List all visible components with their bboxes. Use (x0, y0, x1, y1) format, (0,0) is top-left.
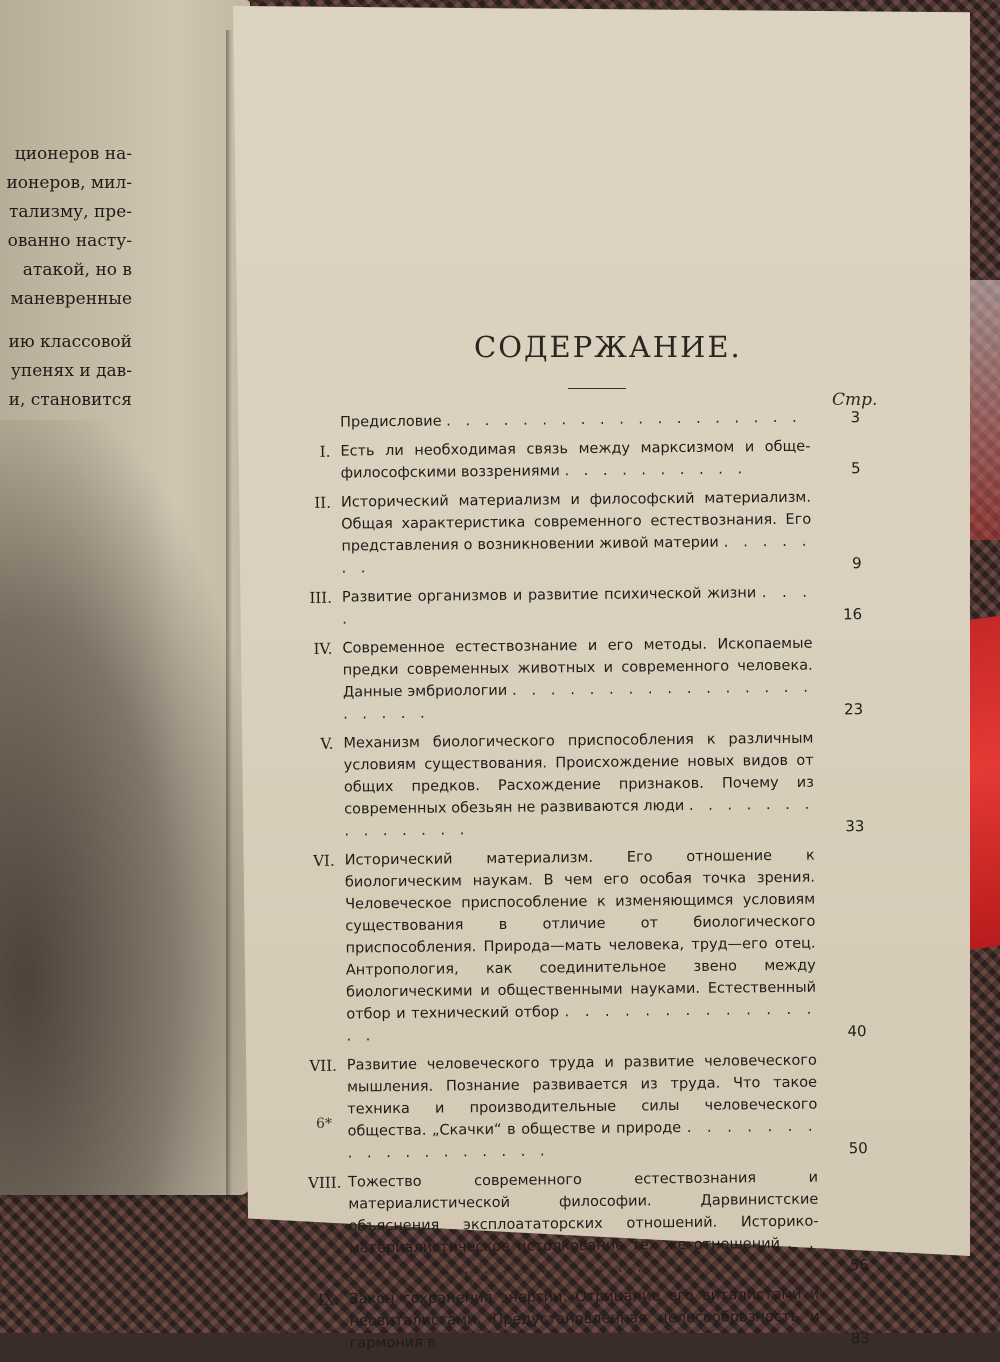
toc-entry-page: 9 (822, 552, 862, 574)
toc-entry-text: Закон сохранения энергии. Отрицание его виталистами и неовиталистами. Предустановленная целесообразность и гармония в (349, 1284, 820, 1355)
left-line: ционеров на- (0, 140, 132, 169)
toc-entry-text: Есть ли необходимая связь между марксизмом и обще-философскими воззрениями . . . . . . . . . . (340, 436, 810, 485)
toc-entry-text: Исторический материализм и философский материализм. Общая характеристика современного естествознания. Его представления о возникновении живой материи . . . . . . . (341, 487, 812, 580)
toc-entry-number: VII. (307, 1055, 337, 1077)
toc-entry (300, 406, 860, 434)
left-line: тализму, пре- (0, 198, 132, 227)
leader-dots: . . . . . . . . . . . . . . . . . . . . . (343, 680, 813, 723)
page-gutter (226, 30, 232, 1200)
toc-entry (301, 486, 862, 580)
left-page (0, 0, 250, 1195)
toc-entry-number: I. (300, 441, 330, 463)
toc-entry-page: 23 (823, 698, 863, 720)
left-line: маневренные (0, 285, 132, 314)
toc-entry-page: 3 (820, 406, 860, 428)
toc-entry-text: Развитие человеческого труда и развитие человеческого мышления. Познание развивается из труда. Что такое техника и производительные силы человеческого общества. „Скачки“ в обществе и природе . . . . . . . . . . . . . . . . . . (347, 1050, 818, 1165)
toc-entry-page: 5 (821, 457, 861, 479)
toc-entry-text: Современное естествознание и его методы. Ископаемые предки современных животных и современного человека. Данные эмбриологии . . . . . . . . . . . . . . . . . . . . . (342, 633, 813, 726)
left-line: упенях и дав- (0, 357, 132, 386)
left-line: ованно насту- (0, 227, 132, 256)
leader-dots: . . . . . . . . . . . . . . . . . . . . . . (349, 1236, 819, 1279)
toc-entry (305, 844, 867, 1048)
toc-entry (302, 632, 863, 726)
left-line: ию классовой (0, 328, 132, 357)
left-line: ионеров, мил- (0, 169, 132, 198)
toc-entry-number: VI. (305, 850, 335, 872)
toc-entry-number: III. (302, 587, 332, 609)
toc-entry (303, 727, 864, 843)
left-page-text (0, 140, 132, 415)
toc-entry-text: Исторический материализм. Его отношение к биологическим наукам. В чем его особая точка зрения. Человеческое приспособление к изменяющимся условиям существования в отличие от биологического приспособления. Природа—мать человека, труд—его отец. Антропология, как соединительное звено между биологическими и общественными науками. Естественный отбор и технический отбор . . . . . . . . . . . . . . . (345, 845, 817, 1048)
leader-dots: . . . . . . . . . . (564, 461, 747, 479)
toc-entry-number: II. (301, 492, 331, 514)
toc-entry-text: Предисловие . . . . . . . . . . . . . . . . . . . (340, 407, 810, 434)
toc-entry-number: VIII. (308, 1172, 338, 1194)
left-line: атакой, но в (0, 256, 132, 285)
left-line-gap (0, 314, 132, 328)
toc-entry (307, 1049, 868, 1165)
leader-dots: . . . . (342, 585, 812, 628)
toc-entry-page: 50 (828, 1137, 868, 1159)
hand-shadow (0, 420, 250, 1195)
leader-dots: . . . . . . . . . . . . . . . (346, 1002, 816, 1045)
toc-entry-page: 83 (830, 1327, 870, 1349)
toc-entry (300, 435, 860, 485)
toc-entry-number: V. (303, 733, 333, 755)
toc-entry-number: IV. (302, 638, 332, 660)
title-rule (568, 388, 626, 389)
leader-dots: . . . . . . . . . . . . . . . . . . . (446, 410, 802, 430)
toc-entry (302, 581, 862, 631)
toc-entry-number: IX. (309, 1289, 339, 1311)
leader-dots: . . . . . . . . . . . . . . . . . . (348, 1119, 818, 1162)
toc-entry-text: Развитие организмов и развитие психической жизни . . . . (342, 582, 812, 631)
left-line: и, становится (0, 386, 132, 415)
toc-entry-text: Механизм биологического приспособления к различным условиям существования. Происхождение новых видов от общих предков. Расхождение признаков. Почему из современных обезьян не развиваются люди . . . . . . . . . . . . . . (343, 728, 814, 843)
leader-dots: . . . . . . . (342, 534, 812, 577)
contents-title: СОДЕРЖАНИЕ. (474, 330, 742, 364)
signature-mark: 6* (316, 1116, 332, 1132)
toc-entry-page: 40 (826, 1020, 866, 1042)
toc-entry-page: 33 (824, 815, 864, 837)
toc-entry (309, 1283, 870, 1355)
toc-entry-page: 56 (829, 1254, 869, 1276)
leader-dots: . . . . . . . . . . . . . . (344, 797, 814, 840)
toc-entry (308, 1166, 869, 1282)
toc-entry-page: 16 (822, 603, 862, 625)
toc-entry-text: Тожество современного естествознания и материалистической философии. Дарвинистские объяснения эксплоататорских отношений. Историко-материалистическое истолкование тех же отношений . . . . . . . . . . . . . . . . . . . . . . (348, 1167, 819, 1282)
page-column-label: Стр. (832, 390, 877, 410)
table-of-contents (300, 406, 870, 1362)
